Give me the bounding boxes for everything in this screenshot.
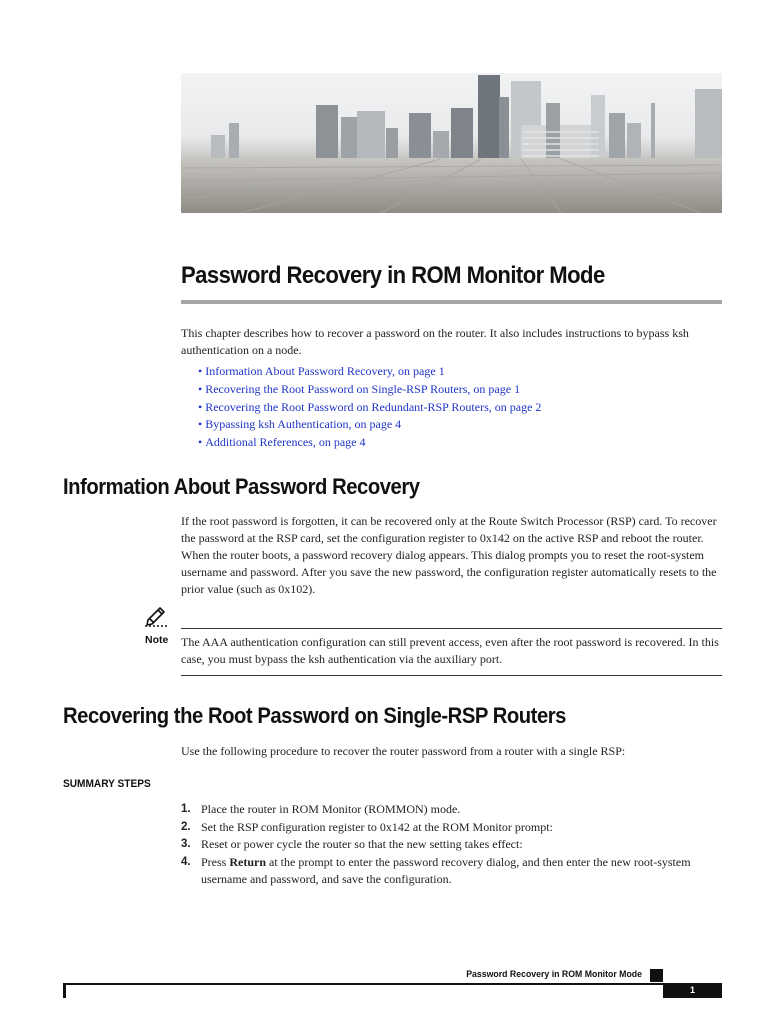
chapter-title: Password Recovery in ROM Monitor Mode: [181, 262, 605, 289]
step-text: Reset or power cycle the router so that the new setting takes effect:: [201, 837, 523, 852]
step-number: 2.: [181, 820, 191, 833]
step-item: [181, 854, 726, 889]
toc-link[interactable]: Bypassing ksh Authentication, on page 4: [205, 417, 402, 432]
bullet-icon: •: [198, 417, 203, 432]
toc-link[interactable]: Recovering the Root Password on Single-RSP Routers, on page 1: [205, 381, 521, 396]
footer-marker-block: [650, 969, 663, 982]
step-text: Set the RSP configuration register to 0x142 at the ROM Monitor prompt:: [201, 819, 553, 834]
step-text-post: at the prompt to enter the password recovery dialog, and then enter the new root-system username and password, and save the configuration.: [201, 854, 691, 887]
footer-left-tick: [63, 983, 66, 998]
step-number: 3.: [181, 838, 191, 851]
chapter-title-rule: [181, 300, 722, 304]
summary-steps-heading: SUMMARY STEPS: [63, 778, 151, 790]
toc-item[interactable]: [198, 416, 718, 434]
toc-item[interactable]: [198, 399, 718, 417]
step-item: [181, 819, 726, 837]
step-number: 4.: [181, 855, 191, 868]
step-number: 1.: [181, 803, 191, 815]
note-label: Note: [145, 634, 169, 646]
skyline-illustration: [181, 73, 722, 213]
bullet-icon: •: [198, 381, 203, 396]
toc-link[interactable]: Information About Password Recovery, on page 1: [205, 364, 445, 378]
step-text-pre: Press: [201, 854, 230, 869]
step-item: [181, 801, 726, 819]
chapter-toc: [198, 363, 718, 452]
bullet-icon: •: [198, 435, 203, 450]
bullet-icon: •: [198, 364, 203, 378]
toc-item[interactable]: [198, 381, 718, 399]
section-title-information: Information About Password Recovery: [63, 474, 420, 499]
section-single-rsp-paragraph: Use the following procedure to recover the router password from a router with a single RSP:: [181, 744, 626, 758]
chapter-banner-image: [181, 73, 722, 213]
bullet-icon: •: [198, 399, 203, 414]
section-information-paragraph: If the root password is forgotten, it can be recovered only at the Route Switch Processor (RSP) card. To recover the password at the RSP card, set the configuration register to 0x142 on the active RSP and reboot the router. When the router boots, a password recovery dialog appears. This dialog prompts you to reset the root-system username and password. After you save the new password, the configuration register automatically resets to the prior value (such as 0x102).: [181, 514, 717, 596]
pencil-icon: [143, 601, 169, 627]
toc-link[interactable]: Additional References, on page 4: [205, 435, 366, 450]
summary-steps-list: [181, 801, 726, 889]
note-rule-bottom: [181, 675, 722, 676]
toc-item[interactable]: [198, 363, 718, 381]
footer-rule: [63, 983, 722, 985]
toc-link[interactable]: Recovering the Root Password on Redundant-RSP Routers, on page 2: [205, 399, 542, 414]
toc-item[interactable]: [198, 434, 718, 452]
note-text: The AAA authentication configuration can still prevent access, even after the root password is recovered. In this case, you must bypass the ksh authentication via the auxiliary port.: [181, 635, 719, 666]
step-item: [181, 836, 726, 854]
section-title-single-rsp: Recovering the Root Password on Single-RSP Routers: [63, 703, 566, 728]
footer-chapter-title: Password Recovery in ROM Monitor Mode: [466, 969, 642, 980]
step-text: Place the router in ROM Monitor (ROMMON) mode.: [201, 802, 461, 816]
step-text-bold: Return: [229, 854, 267, 869]
note-rule-top: [181, 628, 722, 629]
chapter-intro: This chapter describes how to recover a password on the router. It also includes instructions to bypass ksh authentication on a node.: [181, 326, 689, 357]
footer-page-number: 1: [663, 983, 722, 998]
